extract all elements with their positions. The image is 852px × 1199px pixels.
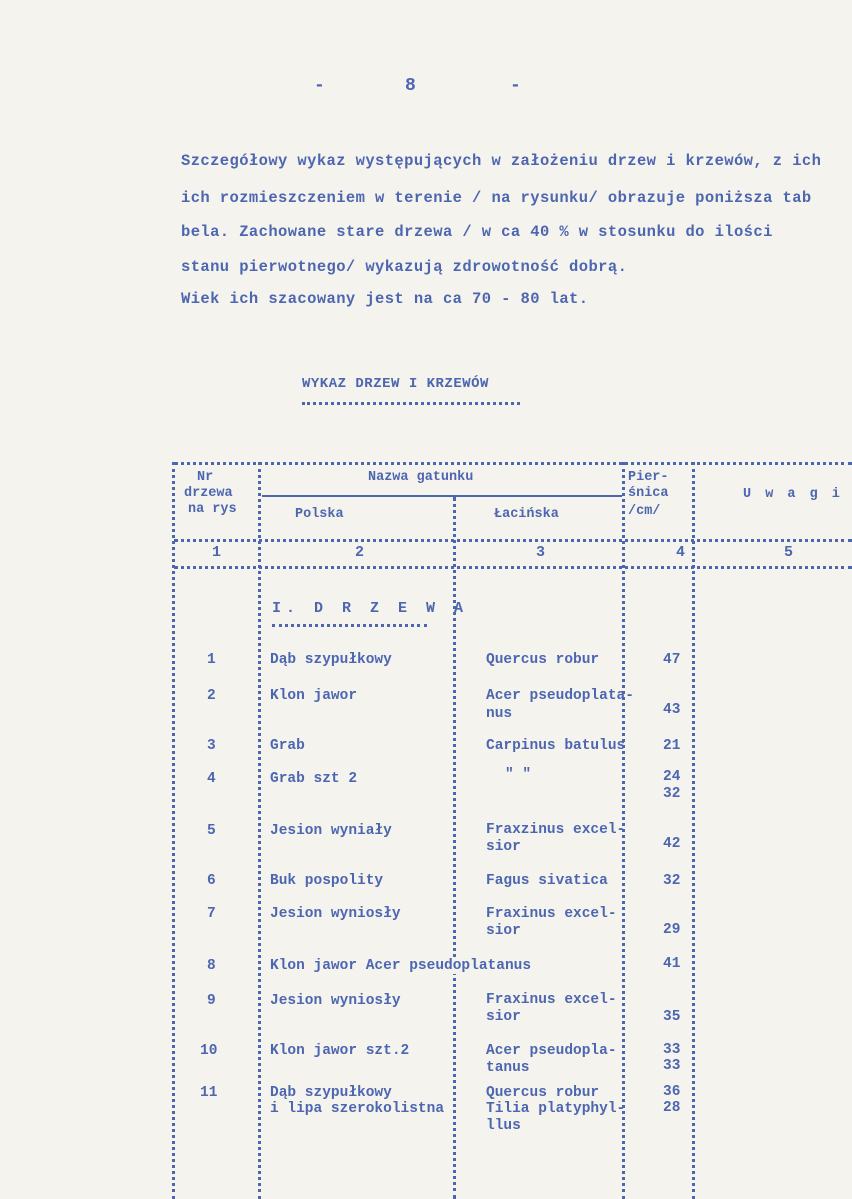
row-latin-name: Fagus sivatica [486, 873, 608, 889]
row-latin-name: llus [486, 1118, 521, 1134]
row-circumference: 35 [663, 1009, 681, 1025]
row-circumference: 32 [663, 873, 681, 889]
row-nr: 5 [207, 823, 216, 839]
row-latin-name: Fraxzinus excel- [486, 822, 626, 838]
page-dash-left: - [314, 76, 325, 96]
row-nr: 9 [207, 993, 216, 1009]
row-polish-name: i lipa szerokolistna [270, 1101, 445, 1117]
header-circumference: Pier- [628, 470, 669, 485]
row-circumference: 24 [663, 769, 681, 785]
row-latin-name: sior [486, 839, 521, 855]
row-latin-name: Acer pseudoplata- [486, 688, 634, 704]
section-title: I. D R Z E W A [272, 600, 469, 617]
colnum-bottom-border [174, 566, 852, 569]
table-top-border [174, 462, 852, 465]
row-latin-name: sior [486, 923, 521, 939]
row-nr: 8 [207, 958, 216, 974]
row-latin-name: Quercus robur [486, 652, 600, 668]
section-underline [272, 624, 427, 627]
row-nr: 6 [207, 873, 216, 889]
header-notes: U w a g i [743, 487, 843, 502]
page-number: 8 [405, 76, 416, 96]
row-polish-name: Dąb szypułkowy [270, 652, 392, 668]
row-latin-name: tanus [486, 1060, 530, 1076]
row-circumference: 47 [663, 652, 681, 668]
row-polish-name: Buk pospolity [270, 873, 384, 889]
row-latin-name: Fraxinus excel- [486, 906, 617, 922]
header-latin: Łacińska [494, 507, 559, 522]
column-number: 1 [212, 544, 222, 561]
col-border-1 [258, 462, 261, 1199]
paragraph-line: bela. Zachowane stare drzewa / w ca 40 % w stosunku do ilości [181, 223, 773, 241]
row-circumference: 29 [663, 922, 681, 938]
row-polish-name: Jesion wyniosły [270, 993, 401, 1009]
header-divider [262, 495, 622, 497]
row-polish-name: Dąb szypułkowy [270, 1085, 392, 1101]
table-title: WYKAZ DRZEW I KRZEWÓW [302, 376, 489, 392]
column-number: 3 [536, 544, 546, 561]
header-nr: na rys [188, 502, 237, 517]
row-latin-name: sior [486, 1009, 521, 1025]
col-border-4 [692, 462, 695, 1199]
row-circumference: 43 [663, 702, 681, 718]
header-circumference: śnica [628, 486, 669, 501]
header-nr: Nr [197, 470, 214, 485]
row-polish-name: Jesion wyniosły [270, 906, 401, 922]
header-polish: Polska [295, 507, 344, 522]
paragraph-line: ich rozmieszczeniem w terenie / na rysunku/ obrazuje poniższa tab [181, 189, 812, 207]
row-polish-name: Grab [270, 738, 305, 754]
header-bottom-border [174, 539, 852, 542]
row-polish-name: Grab szt 2 [270, 771, 358, 787]
row-nr: 10 [200, 1043, 218, 1059]
row-polish-name: Klon jawor [270, 688, 358, 704]
row-latin-name: nus [486, 706, 513, 722]
col-border-left [172, 462, 175, 1199]
header-nr: drzewa [184, 486, 233, 501]
row-circumference: 33 [663, 1042, 681, 1058]
column-number: 2 [355, 544, 365, 561]
row-circumference: 41 [663, 956, 681, 972]
row-latin-name: Acer pseudopla- [486, 1043, 617, 1059]
header-circumference: /cm/ [628, 504, 661, 519]
row-nr: 2 [207, 688, 216, 704]
table-title-underline [302, 402, 520, 405]
row-nr: 4 [207, 771, 216, 787]
row-nr: 7 [207, 906, 216, 922]
row-latin-name: Carpinus batulus [486, 738, 626, 754]
row-circumference: 33 [663, 1058, 681, 1074]
header-species-name: Nazwa gatunku [368, 470, 474, 485]
row-polish-name: Jesion wyniały [270, 823, 392, 839]
row-circumference: 32 [663, 786, 681, 802]
row-polish-name: Klon jawor szt.2 [270, 1043, 410, 1059]
page-dash-right: - [510, 76, 521, 96]
paragraph-line: stanu pierwotnego/ wykazują zdrowotność dobrą. [181, 258, 628, 276]
row-latin-name: Tilia platyphyl- [486, 1101, 626, 1117]
column-number: 4 [676, 544, 686, 561]
row-circumference: 36 [663, 1084, 681, 1100]
row-nr: 3 [207, 738, 216, 754]
row-latin-name: " " [505, 767, 532, 783]
row-circumference: 28 [663, 1100, 681, 1116]
paragraph-line: Szczegółowy wykaz występujących w założeniu drzew i krzewów, z ich [181, 152, 822, 170]
row-latin-name: Quercus robur [486, 1085, 600, 1101]
row-nr: 11 [200, 1085, 218, 1101]
paragraph-line: Wiek ich szacowany jest na ca 70 - 80 lat. [181, 290, 589, 308]
row-circumference: 21 [663, 738, 681, 754]
row-polish-name: Klon jawor Acer pseudoplatanus [270, 958, 532, 974]
row-nr: 1 [207, 652, 216, 668]
row-latin-name: Fraxinus excel- [486, 992, 617, 1008]
row-circumference: 42 [663, 836, 681, 852]
column-number: 5 [784, 544, 794, 561]
